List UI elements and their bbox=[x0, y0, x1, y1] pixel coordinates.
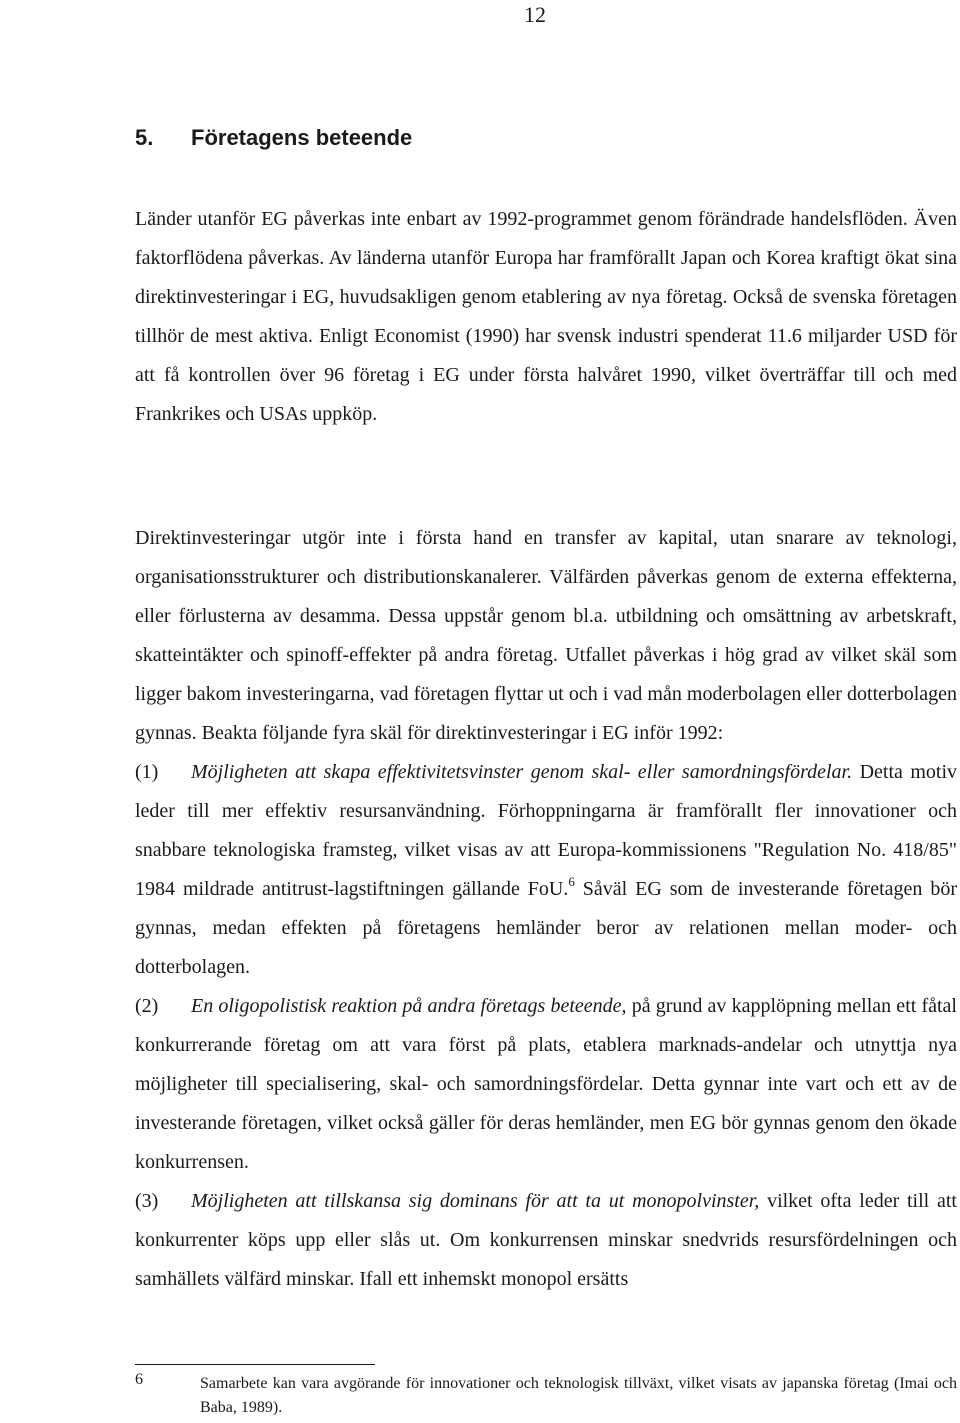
page-number: 12 bbox=[524, 2, 546, 27]
footnote-divider bbox=[135, 1364, 375, 1365]
reason-1-text: Detta motiv leder till mer effektiv resursanvändning. Förhoppningarna är framförallt fler innovationer och snabbare teknologiska framsteg, vilket visas av att Europa-kommissionens "Regulation No. 418/85" 1984 mildrade antitrust-lagstiftningen gällande FoU. bbox=[135, 761, 958, 900]
reason-2 bbox=[135, 987, 957, 1182]
reason-3 bbox=[135, 1182, 957, 1299]
reason-2-label: (2) bbox=[135, 995, 159, 1017]
section-heading bbox=[135, 125, 412, 151]
reason-1 bbox=[135, 753, 957, 987]
reason-2-text: på grund av kapplöpning mellan ett fåtal konkurrerande företag om att vara först på plats, etablera marknads-andelar och utnyttja nya möjligheter till specialisering, skal- och samordningsfördelar. Detta gynnar inte vart och ett av de investerande företagen, vilket också gäller för deras hemländer, men EG bör gynnas genom den ökade konkurrensen. bbox=[135, 995, 957, 1173]
reason-1-title: Möjligheten att skapa effektivitetsvinster genom skal- eller samordningsfördelar. bbox=[191, 761, 853, 783]
footnote bbox=[135, 1372, 957, 1420]
footnote-text: Samarbete kan vara avgörande för innovationer och teknologisk tillväxt, vilket visats av japanska företag (Imai och Baba, 1989). bbox=[200, 1375, 957, 1416]
paragraph-2-intro: Direktinvesteringar utgör inte i första hand en transfer av kapital, utan snarare av teknologi, organisationsstrukturer och distributionskanalerer. Välfärden påverkas genom de externa effekterna, eller förlusterna av desamma. Dessa uppstår genom bl.a. utbildning och omsättning av arbetskraft, skatteintäkter och spinoff-effekter på andra företag. Utfallet påverkas i hög grad av vilket skäl som ligger bakom investeringarna, vad företagen flyttar ut och i vad mån moderbolagen eller dotterbolagen gynnas. Beakta följande fyra skäl för direktinvesteringar i EG inför 1992: bbox=[135, 527, 957, 744]
reason-1-text-cont: Såväl EG som de investerande företagen bör gynnas, medan effekten på företagens hemländer beror av relationen mellan moder- och dotterbolagen. bbox=[135, 878, 957, 978]
reason-2-title: En oligopolistisk reaktion på andra företags beteende, bbox=[191, 995, 627, 1017]
reason-1-label: (1) bbox=[135, 761, 159, 783]
paragraph-1: Länder utanför EG påverkas inte enbart av 1992-programmet genom förändrade handelsflöden. Även faktorflödena påverkas. Av länderna utanför Europa har framförallt Japan och Korea kraftigt ökat sina direktinvesteringar i EG, huvudsakligen genom etablering av nya företag. Också de svenska företagen tillhör de mest aktiva. Enligt Economist (1990) har svensk industri spenderat 11.6 miljarder USD för att få kontrollen över 96 företag i EG under första halvåret 1990, vilket överträffar till och med Frankrikes och USAs uppköp. bbox=[135, 208, 957, 425]
section-title: Företagens beteende bbox=[191, 125, 413, 150]
reason-3-text: vilket ofta leder till att konkurrenter köps upp eller slås ut. Om konkurrensen minskar snedvrids resursfördelningen och samhällets välfärd minskar. Ifall ett inhemskt monopol ersätts bbox=[135, 1190, 957, 1290]
section-number: 5. bbox=[135, 125, 154, 150]
paragraph-2 bbox=[135, 519, 957, 1299]
footnote-reference: 6 bbox=[568, 874, 575, 890]
reason-3-title: Möjligheten att tillskansa sig dominans för att ta ut monopolvinster, bbox=[191, 1190, 760, 1212]
footnote-mark: 6 bbox=[135, 1371, 143, 1388]
reason-3-label: (3) bbox=[135, 1190, 159, 1212]
